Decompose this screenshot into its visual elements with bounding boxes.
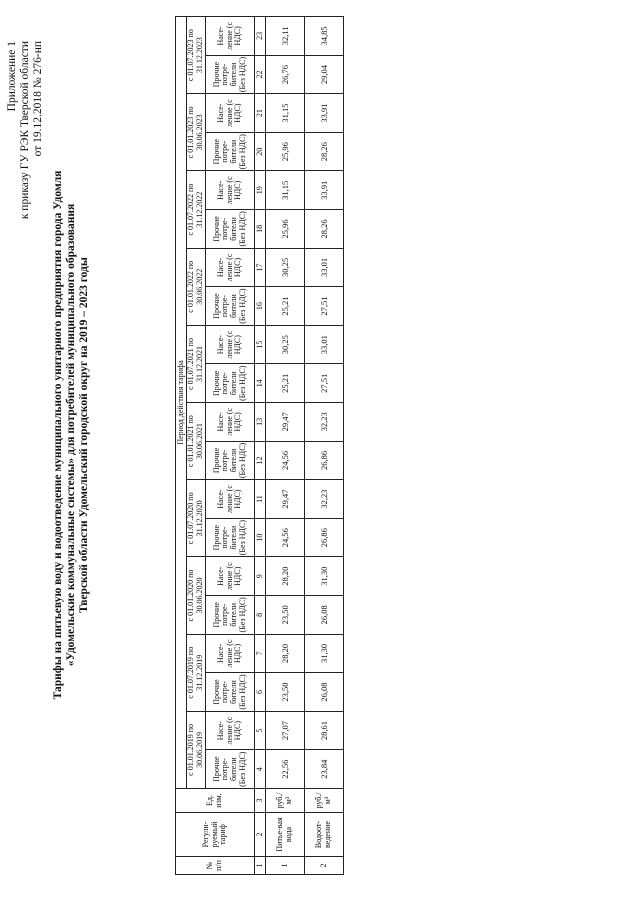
tariff-value: 28,20 <box>266 634 305 673</box>
title-line-1: Тарифы на питьевую воду и водоотведение муниципального унитарного предприятия города Удомля <box>52 170 64 700</box>
subheader-other-consumers: Прочие потре-бители (Без НДС) <box>206 441 255 480</box>
tariff-value: 25,96 <box>266 132 305 171</box>
tariff-value: 24,56 <box>266 518 305 557</box>
tariff-value: 22,56 <box>266 750 305 789</box>
row-tariff-name: Водоот-ведение <box>305 813 344 857</box>
tariff-value: 25,96 <box>266 210 305 249</box>
tariff-value: 33,01 <box>305 248 344 287</box>
column-number: 13 <box>255 403 266 442</box>
table-row <box>305 17 344 875</box>
header-row-1 <box>176 17 187 875</box>
subheader-other-consumers: Прочие потре-бители (Без НДС) <box>206 596 255 635</box>
subheader-other-consumers: Прочие потре-бители (Без НДС) <box>206 673 255 712</box>
tariff-value: 28,20 <box>266 557 305 596</box>
column-number: 11 <box>255 480 266 519</box>
tariff-value: 23,50 <box>266 596 305 635</box>
tariff-value: 28,26 <box>305 132 344 171</box>
tariff-value: 23,84 <box>305 750 344 789</box>
subheader-population: Насе-ление (с НДС) <box>206 325 255 364</box>
column-number: 2 <box>255 813 266 857</box>
subheader-population: Насе-ление (с НДС) <box>206 171 255 210</box>
tariff-value: 32,11 <box>266 17 305 56</box>
subheader-population: Насе-ление (с НДС) <box>206 403 255 442</box>
tariff-value: 33,01 <box>305 325 344 364</box>
column-number: 18 <box>255 210 266 249</box>
column-number: 17 <box>255 248 266 287</box>
tariff-value: 34,85 <box>305 17 344 56</box>
period-header: с 01.07.2020 по 31.12.2020 <box>187 480 206 557</box>
row-tariff-name: Питье-вая вода <box>266 813 305 857</box>
subheader-other-consumers: Прочие потре-бители (Без НДС) <box>206 210 255 249</box>
column-number: 3 <box>255 789 266 813</box>
subheader-population: Насе-ление (с НДС) <box>206 557 255 596</box>
tariff-value: 27,51 <box>305 364 344 403</box>
period-header: с 01.01.2023 по 30.06.2023 <box>187 94 206 171</box>
header-tariff: Регули-руемый тариф <box>176 813 255 857</box>
tariff-value: 31,30 <box>305 634 344 673</box>
row-unit: руб./м³ <box>305 789 344 813</box>
tariff-value: 27,51 <box>305 287 344 326</box>
subheader-population: Насе-ление (с НДС) <box>206 248 255 287</box>
subheader-other-consumers: Прочие потре-бители (Без НДС) <box>206 750 255 789</box>
header-unit: Ед. изм. <box>176 789 255 813</box>
tariff-value: 31,15 <box>266 171 305 210</box>
header-row-periods <box>187 17 206 875</box>
column-number: 16 <box>255 287 266 326</box>
column-number: 1 <box>255 857 266 875</box>
column-number: 19 <box>255 171 266 210</box>
period-header: с 01.07.2023 по 31.12.2023 <box>187 17 206 94</box>
tariff-value: 25,21 <box>266 364 305 403</box>
column-number: 15 <box>255 325 266 364</box>
period-header: с 01.01.2019 по 30.06.2019 <box>187 711 206 788</box>
subheader-other-consumers: Прочие потре-бители (Без НДС) <box>206 55 255 94</box>
period-header: с 01.07.2021 по 31.12.2021 <box>187 325 206 402</box>
subheader-population: Насе-ление (с НДС) <box>206 17 255 56</box>
tariff-value: 33,91 <box>305 171 344 210</box>
tariff-value: 27,07 <box>266 711 305 750</box>
subheader-other-consumers: Прочие потре-бители (Без НДС) <box>206 364 255 403</box>
subheader-population: Насе-ление (с НДС) <box>206 634 255 673</box>
header-period: Период действия тарифа <box>176 17 187 789</box>
period-header: с 01.01.2022 по 30.06.2022 <box>187 248 206 325</box>
tariff-value: 23,50 <box>266 673 305 712</box>
tariff-value: 26,76 <box>266 55 305 94</box>
subheader-population: Насе-ление (с НДС) <box>206 711 255 750</box>
period-header: с 01.01.2020 по 30.06.2020 <box>187 557 206 634</box>
tariff-value: 26,08 <box>305 596 344 635</box>
subheader-other-consumers: Прочие потре-бители (Без НДС) <box>206 287 255 326</box>
appendix-line-3: от 19.12.2018 № 276-нп <box>32 41 44 157</box>
table-row <box>266 17 305 875</box>
tariff-value: 31,15 <box>266 94 305 133</box>
column-number-row <box>255 17 266 875</box>
tariff-value: 29,04 <box>305 55 344 94</box>
tariff-value: 24,56 <box>266 441 305 480</box>
subheader-other-consumers: Прочие потре-бители (Без НДС) <box>206 132 255 171</box>
column-number: 10 <box>255 518 266 557</box>
appendix-line-2: к приказу ГУ РЭК Тверской области <box>19 41 31 220</box>
header-no: № п/п <box>176 857 255 875</box>
tariff-value: 33,91 <box>305 94 344 133</box>
header-row-consumers <box>206 17 255 875</box>
subheader-population: Насе-ление (с НДС) <box>206 94 255 133</box>
document-title <box>52 155 91 715</box>
tariff-value: 26,08 <box>305 673 344 712</box>
column-number: 5 <box>255 711 266 750</box>
row-number: 1 <box>266 857 305 875</box>
period-header: с 01.01.2021 по 30.06.2021 <box>187 403 206 480</box>
title-line-3: Тверской области Удомельский городской округ на 2019 – 2023 годы <box>78 257 90 613</box>
period-header: с 01.07.2022 по 31.12.2022 <box>187 171 206 248</box>
appendix-header <box>6 41 45 219</box>
row-unit: руб./м³ <box>266 789 305 813</box>
tariff-value: 32,23 <box>305 480 344 519</box>
column-number: 6 <box>255 673 266 712</box>
column-number: 21 <box>255 94 266 133</box>
column-number: 9 <box>255 557 266 596</box>
tariff-value: 32,23 <box>305 403 344 442</box>
tariff-value: 29,47 <box>266 480 305 519</box>
period-header: с 01.07.2019 по 31.12.2019 <box>187 634 206 711</box>
tariff-table <box>175 16 344 875</box>
tariff-value: 30,25 <box>266 248 305 287</box>
column-number: 8 <box>255 596 266 635</box>
subheader-other-consumers: Прочие потре-бители (Без НДС) <box>206 518 255 557</box>
tariff-value: 25,21 <box>266 287 305 326</box>
tariff-value: 31,30 <box>305 557 344 596</box>
tariff-value: 29,47 <box>266 403 305 442</box>
appendix-line-1: Приложение 1 <box>6 41 18 112</box>
title-line-2: «Удомельские коммунальные системы» для потребителей муниципального образования <box>65 203 77 667</box>
tariff-value: 26,86 <box>305 441 344 480</box>
tariff-value: 26,86 <box>305 518 344 557</box>
column-number: 4 <box>255 750 266 789</box>
tariff-value: 28,61 <box>305 711 344 750</box>
column-number: 7 <box>255 634 266 673</box>
column-number: 20 <box>255 132 266 171</box>
subheader-population: Насе-ление (с НДС) <box>206 480 255 519</box>
column-number: 23 <box>255 17 266 56</box>
column-number: 22 <box>255 55 266 94</box>
column-number: 14 <box>255 364 266 403</box>
column-number: 12 <box>255 441 266 480</box>
tariff-value: 30,25 <box>266 325 305 364</box>
row-number: 2 <box>305 857 344 875</box>
tariff-value: 28,26 <box>305 210 344 249</box>
